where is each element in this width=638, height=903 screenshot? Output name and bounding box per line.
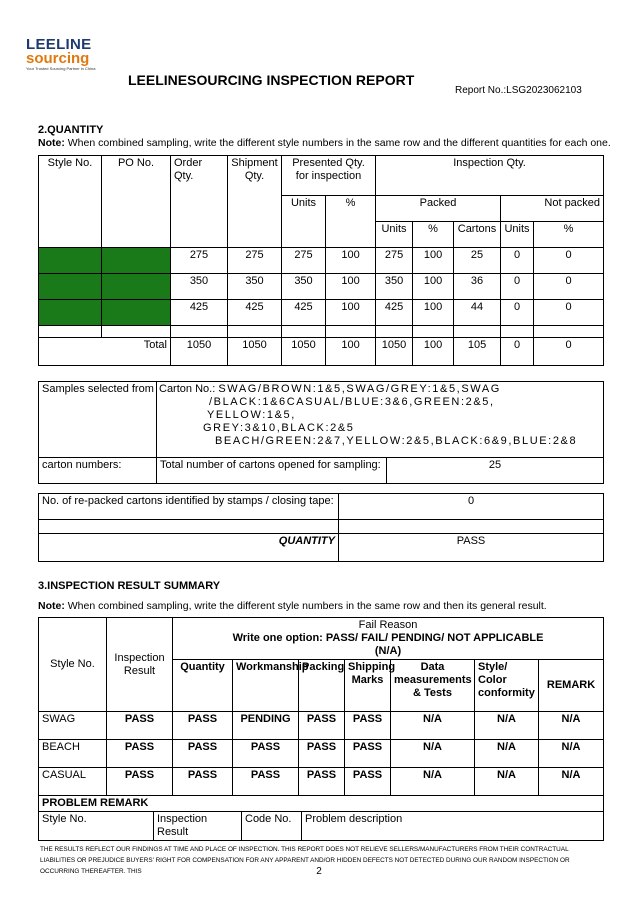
summary-style: BEACH [39, 740, 107, 768]
presented-pct-cell: 100 [326, 274, 376, 300]
style-cell [39, 300, 102, 326]
summary-packing: PASS [299, 768, 345, 796]
summary-header-quantity: Quantity [173, 660, 233, 712]
not-packed-pct-cell: 0 [534, 274, 604, 300]
header-not-packed-units: Units [501, 222, 534, 248]
summary-workmanship: PASS [233, 740, 299, 768]
logo-top-text: LEELINE [26, 36, 92, 53]
total-not-packed-pct: 0 [534, 338, 604, 366]
section-summary-heading: 3.INSPECTION RESULT SUMMARY [38, 580, 221, 592]
total-cartons-opened-value: 25 [387, 458, 604, 484]
header-po-no: PO No. [102, 156, 171, 248]
presented-units-cell: 350 [282, 274, 326, 300]
table-row [39, 248, 604, 274]
summary-result: PASS [107, 740, 173, 768]
po-cell [102, 274, 171, 300]
order-qty-cell: 275 [171, 248, 228, 274]
header-presented-pct: % [326, 196, 376, 248]
summary-style-color: N/A [475, 712, 539, 740]
cartons-cell: 25 [454, 248, 501, 274]
summary-style-color: N/A [475, 768, 539, 796]
header-presented-qty: Presented Qty. for inspection [282, 156, 376, 196]
summary-remark: N/A [539, 712, 604, 740]
quantity-note-text: When combined sampling, write the different style numbers in the same row and the different quantities for each one. [64, 137, 611, 149]
header-cartons: Cartons [454, 222, 501, 248]
carton-line-3: YELLOW:1&5, [207, 409, 296, 421]
summary-data: N/A [391, 740, 475, 768]
not-packed-pct-cell: 0 [534, 248, 604, 274]
header-not-packed-pct: % [534, 222, 604, 248]
cartons-cell: 44 [454, 300, 501, 326]
carton-line-1: SWAG/BROWN:1&5,SWAG/GREY:1&5,SWAG [218, 383, 501, 395]
summary-shipping: PASS [345, 768, 391, 796]
carton-line-5: BEACH/GREEN:2&7,YELLOW:2&5,BLACK:6&9,BLUE:2&8 [215, 435, 578, 447]
carton-line-4: GREY:3&10,BLACK:2&5 [203, 422, 355, 434]
header-shipment-qty: Shipment Qty. [228, 156, 282, 248]
logo [26, 38, 106, 71]
summary-style: SWAG [39, 712, 107, 740]
packed-pct-cell: 100 [413, 300, 454, 326]
order-qty-cell: 350 [171, 274, 228, 300]
summary-shipping: PASS [345, 740, 391, 768]
po-cell [102, 300, 171, 326]
packed-units-cell: 275 [376, 248, 413, 274]
shipment-qty-cell: 275 [228, 248, 282, 274]
disclaimer-text: THE RESULTS REFLECT OUR FINDINGS AT TIME AND PLACE OF INSPECTION. THIS REPORT DOES NOT RELIEVE SELLERS/MANUFACTURERS FROM THEIR CONTRACTUAL LIABILITIES OR PREJUDICE BUYERS' RIGHT FOR COMPENSATION FOR ANY APPARENT AND/OR HIDDEN DEFECTS NOT DETECTED DURING OUR RANDOM INSPECTION OR OCCURRING THEREAFTER. THIS [40, 846, 570, 875]
not-packed-units-cell: 0 [501, 300, 534, 326]
report-number: Report No.:LSG2023062103 [455, 85, 582, 96]
problem-header-code: Code No. [242, 812, 302, 841]
summary-packing: PASS [299, 712, 345, 740]
presented-units-cell: 275 [282, 248, 326, 274]
summary-remark: N/A [539, 768, 604, 796]
summary-data: N/A [391, 712, 475, 740]
problem-header-style: Style No. [39, 812, 154, 841]
packed-units-cell: 425 [376, 300, 413, 326]
summary-style: CASUAL [39, 768, 107, 796]
summary-shipping: PASS [345, 712, 391, 740]
summary-workmanship: PENDING [233, 712, 299, 740]
summary-result: PASS [107, 712, 173, 740]
table-row [39, 300, 604, 326]
summary-data: N/A [391, 768, 475, 796]
cartons-cell: 36 [454, 274, 501, 300]
summary-header-result: Inspection Result [107, 618, 173, 712]
presented-units-cell: 425 [282, 300, 326, 326]
not-packed-units-cell: 0 [501, 274, 534, 300]
header-packed: Packed [376, 196, 501, 222]
packed-pct-cell: 100 [413, 274, 454, 300]
samples-table [38, 381, 604, 484]
total-packed-pct: 100 [413, 338, 454, 366]
order-qty-cell: 425 [171, 300, 228, 326]
section-quantity-heading: 2.QUANTITY [38, 124, 104, 136]
header-presented-units: Units [282, 196, 326, 248]
style-cell [39, 248, 102, 274]
problem-header-description: Problem description [302, 812, 604, 841]
total-packed-units: 1050 [376, 338, 413, 366]
not-packed-units-cell: 0 [501, 248, 534, 274]
header-packed-pct: % [413, 222, 454, 248]
summary-result: PASS [107, 768, 173, 796]
logo-tagline: Your Trusted Sourcing Partner in China [26, 66, 96, 71]
quantity-result-label: QUANTITY [39, 534, 339, 562]
not-packed-pct-cell: 0 [534, 300, 604, 326]
summary-quantity: PASS [173, 740, 233, 768]
total-not-packed-units: 0 [501, 338, 534, 366]
summary-workmanship: PASS [233, 768, 299, 796]
summary-note-text: When combined sampling, write the different style numbers in the same row and then its general result. [64, 600, 547, 612]
shipment-qty-cell: 350 [228, 274, 282, 300]
table-row [39, 768, 604, 796]
po-cell [102, 248, 171, 274]
summary-header-workmanship: Workmanship [233, 660, 299, 712]
carton-line-2: /BLACK:1&6CASUAL/BLUE:3&6,GREEN:2&5, [209, 396, 495, 408]
summary-quantity: PASS [173, 768, 233, 796]
summary-header-remark: REMARK [539, 660, 604, 712]
carton-numbers-label: carton numbers: [39, 458, 157, 484]
header-inspection-qty: Inspection Qty. [376, 156, 604, 196]
problem-remark-table [38, 795, 604, 841]
table-row [39, 274, 604, 300]
presented-pct-cell: 100 [326, 248, 376, 274]
quantity-result-value: PASS [339, 534, 604, 562]
samples-selected-label: Samples selected from [39, 382, 157, 458]
style-cell [39, 274, 102, 300]
report-title: LEELINESOURCING INSPECTION REPORT [128, 72, 415, 88]
page-number: 2 [316, 866, 322, 877]
write-option-label: Write one option: PASS/ FAIL/ PENDING/ NOT APPLICABLE (N/A) [232, 632, 544, 657]
total-order-qty: 1050 [171, 338, 228, 366]
table-row [39, 712, 604, 740]
summary-header-data: Data measurements & Tests [391, 660, 475, 712]
summary-note-label: Note: [38, 600, 65, 612]
table-row [39, 740, 604, 768]
repacked-value: 0 [339, 494, 604, 520]
shipment-qty-cell: 425 [228, 300, 282, 326]
summary-quantity: PASS [173, 712, 233, 740]
quantity-note [38, 137, 613, 149]
summary-header-shipping-marks: Shipping Marks [345, 660, 391, 712]
summary-remark: N/A [539, 740, 604, 768]
problem-header-result: Inspection Result [154, 812, 242, 841]
summary-header-fail-reason [173, 618, 604, 660]
total-cartons-opened-label: Total number of cartons opened for sampling: [157, 458, 387, 484]
header-packed-units: Units [376, 222, 413, 248]
header-style-no: Style No. [39, 156, 102, 248]
repacked-table [38, 493, 604, 562]
summary-header-style-color: Style/ Color conformity [475, 660, 539, 712]
repacked-label: No. of re-packed cartons identified by stamps / closing tape: [39, 494, 339, 520]
summary-header-packing: Packing [299, 660, 345, 712]
summary-table [38, 617, 604, 796]
summary-packing: PASS [299, 740, 345, 768]
header-not-packed: Not packed [501, 196, 604, 222]
total-presented-units: 1050 [282, 338, 326, 366]
presented-pct-cell: 100 [326, 300, 376, 326]
fail-reason-label: Fail Reason [358, 619, 418, 631]
total-cartons: 105 [454, 338, 501, 366]
carton-numbers-cell [157, 382, 604, 458]
quantity-table [38, 155, 604, 366]
total-presented-pct: 100 [326, 338, 376, 366]
total-shipment-qty: 1050 [228, 338, 282, 366]
table-row [39, 326, 604, 338]
summary-note [38, 600, 613, 612]
header-order-qty: Order Qty. [171, 156, 228, 248]
problem-remark-heading: PROBLEM REMARK [39, 796, 604, 812]
summary-style-color: N/A [475, 740, 539, 768]
quantity-note-label: Note: [38, 137, 65, 149]
summary-header-style: Style No. [39, 618, 107, 712]
packed-pct-cell: 100 [413, 248, 454, 274]
logo-bottom-text: sourcing [26, 50, 90, 67]
carton-no-prefix: Carton No.: [159, 383, 219, 395]
packed-units-cell: 350 [376, 274, 413, 300]
total-row [39, 338, 604, 366]
total-label: Total [39, 338, 171, 366]
